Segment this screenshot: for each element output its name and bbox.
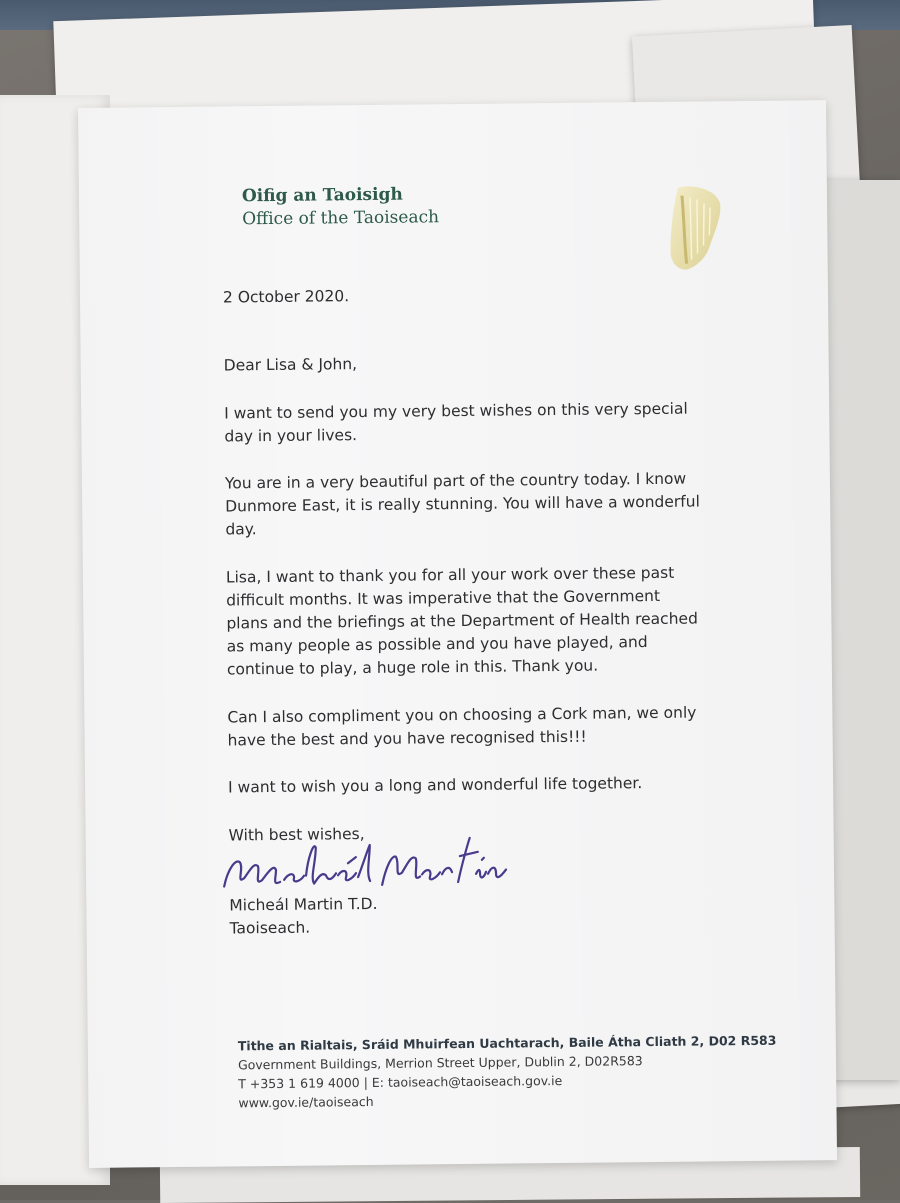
letter-paragraph-3 <box>226 562 699 682</box>
letter-paragraph-4 <box>227 702 696 753</box>
footer-address-irish: Tithe an Rialtais, Sráid Mhuirfean Uachtarach, Baile Átha Cliath 2, D02 R583 <box>237 1032 777 1054</box>
letterhead-office-irish: Oifig an Taoisigh <box>241 184 403 207</box>
text-line: have the best and you have recognised this!!! <box>227 727 587 750</box>
footer-website: www.gov.ie/taoiseach <box>238 1093 374 1111</box>
letter-paragraph-2 <box>225 468 700 542</box>
text-line: plans and the briefings at the Department of Health reached <box>226 609 698 633</box>
text-line: difficult months. It was imperative that the Government <box>226 586 661 610</box>
text-line: Dunmore East, it is really stunning. You will have a wonderful <box>225 492 700 516</box>
letter-paragraph-5 <box>228 772 642 799</box>
text-line: continue to play, a huge role in this. Thank you. <box>226 656 599 679</box>
letterhead-office-english: Office of the Taoiseach <box>242 207 440 230</box>
footer-contact: T +353 1 619 4000 | E: taoiseach@taoiseach.gov.ie <box>238 1072 563 1092</box>
signer-title: Taoiseach. <box>229 918 311 938</box>
harp-icon <box>664 181 725 274</box>
letter-paragraph-1 <box>224 398 688 449</box>
text-line: I want to send you my very best wishes on this very special <box>224 399 688 423</box>
letter-date: 2 October 2020. <box>222 287 350 307</box>
text-line: day. <box>225 520 257 539</box>
text-line: Can I also compliment you on choosing a Cork man, we only <box>227 703 697 727</box>
footer-address-block <box>238 1031 777 1113</box>
text-line: Lisa, I want to thank you for all your work over these past <box>225 563 675 587</box>
signature-image <box>214 825 515 900</box>
text-line: day in your lives. <box>224 426 358 446</box>
text-line: I want to wish you a long and wonderful life together. <box>228 774 643 797</box>
text-line: You are in a very beautiful part of the country today. I know <box>224 469 687 493</box>
letter-greeting: Dear Lisa & John, <box>223 355 358 375</box>
letter-closing: With best wishes, <box>228 825 365 845</box>
text-line: as many people as possible and you have played, and <box>226 633 648 656</box>
letter-page <box>78 100 837 1168</box>
footer-address-english: Government Buildings, Merrion Street Upper, Dublin 2, D02R583 <box>237 1053 643 1073</box>
signer-name: Micheál Martin T.D. <box>229 894 378 915</box>
